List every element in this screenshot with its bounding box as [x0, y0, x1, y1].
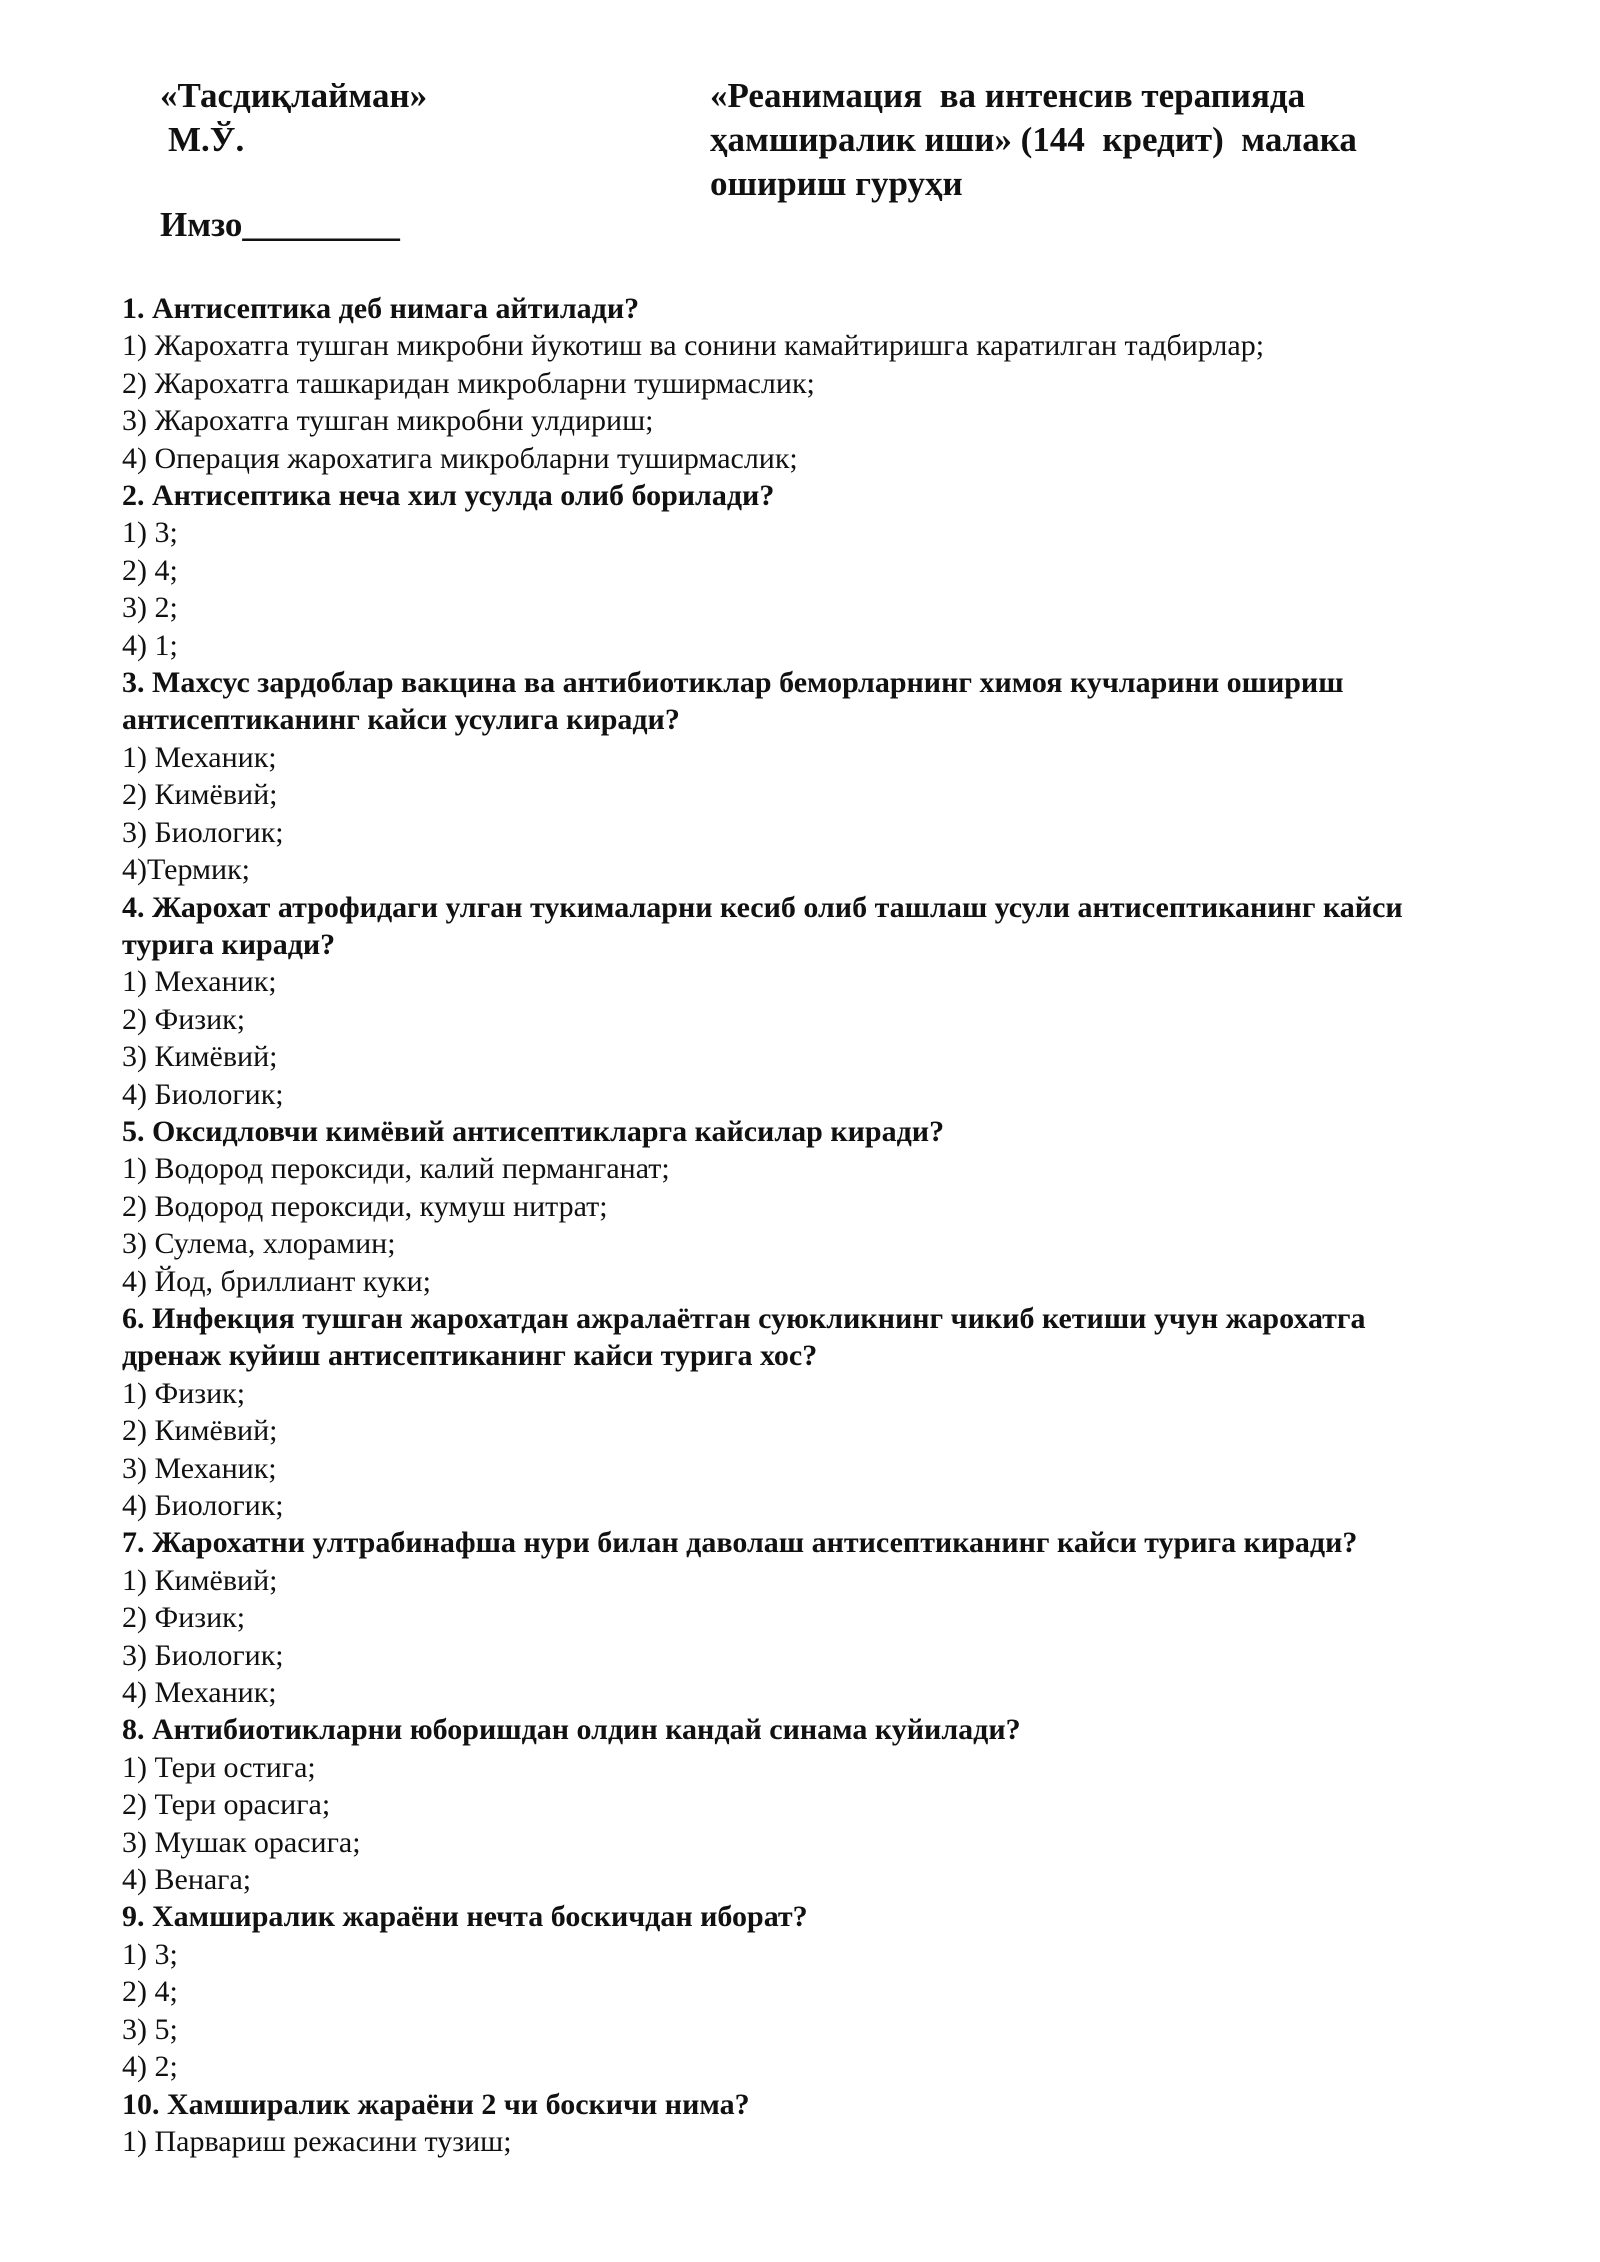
question-block	[122, 1524, 1542, 1711]
question-text: дренаж куйиш антисептиканинг кайси турига хос?	[122, 1339, 818, 1373]
question-block	[122, 1898, 1542, 2085]
question-text: 9. Хамширалик жараёни нечта боскичдан иборат?	[122, 1900, 808, 1934]
question-block	[122, 1300, 1542, 1524]
answer-option: 2) Кимёвий;	[122, 1414, 278, 1448]
answer-option: 2) Тери орасига;	[122, 1788, 331, 1822]
answer-option: 2) Кимёвий;	[122, 778, 278, 812]
approval-block	[160, 74, 427, 162]
course-title-line: ҳамширалик иши» (144 кредит) малака	[710, 120, 1357, 159]
question-text: 4. Жарохат атрофидаги улган тукималарни кесиб олиб ташлаш усули антисептиканинг кайси	[122, 890, 1403, 924]
answer-option: 1) Механик;	[122, 965, 277, 999]
answer-option: 1) Тери остига;	[122, 1750, 316, 1784]
question-block	[122, 2086, 1542, 2161]
question-block	[122, 290, 1542, 477]
answer-option: 4) 2;	[122, 2050, 178, 2084]
question-text: 10. Хамширалик жараёни 2 чи боскичи нима?	[122, 2087, 750, 2121]
question-text: антисептиканинг кайси усулига киради?	[122, 703, 680, 737]
question-text: 2. Антисептика неча хил усулда олиб борилади?	[122, 479, 775, 513]
answer-option: 4) Биологик;	[122, 1077, 284, 1111]
question-text: 7. Жарохатни ултрабинафша нури билан даволаш антисептиканинг кайси турига киради?	[122, 1526, 1358, 1560]
answer-option: 2) 4;	[122, 1975, 178, 2009]
answer-option: 4) 1;	[122, 628, 178, 662]
question-text: 6. Инфекция тушган жарохатдан ажралаётган суюкликнинг чикиб кетиши учун жарохатга	[122, 1301, 1366, 1335]
answer-option: 4)Термик;	[122, 853, 250, 887]
signature-label: Имзо_________	[160, 205, 400, 244]
question-block	[122, 1711, 1542, 1898]
course-title-line: «Реанимация ва интенсив терапияда	[710, 76, 1306, 115]
approve-initials: М.Ў.	[168, 120, 245, 159]
question-text: 1. Антисептика деб нимага айтилади?	[122, 292, 640, 325]
answer-option: 3) 5;	[122, 2012, 178, 2046]
answer-option: 2) 4;	[122, 553, 178, 587]
answer-option: 3) Биологик;	[122, 1638, 284, 1672]
answer-option: 1) Физик;	[122, 1376, 246, 1410]
question-block	[122, 477, 1542, 664]
answer-option: 3) Кимёвий;	[122, 1040, 278, 1074]
answer-option: 3) 2;	[122, 591, 178, 625]
answer-option: 3) Сулема, хлорамин;	[122, 1227, 396, 1261]
answer-option: 2) Водород пероксиди, кумуш нитрат;	[122, 1189, 608, 1223]
answer-option: 3) Мушак орасига;	[122, 1825, 361, 1859]
answer-option: 4) Механик;	[122, 1676, 277, 1710]
answer-option: 2) Физик;	[122, 1002, 246, 1036]
answer-option: 4) Операция жарохатига микробларни туширмаслик;	[122, 441, 798, 475]
question-block	[122, 1113, 1542, 1300]
question-text: турига киради?	[122, 927, 336, 961]
answer-option: 1) 3;	[122, 1937, 178, 1971]
question-block	[122, 664, 1542, 888]
question-list	[122, 290, 1542, 2160]
answer-option: 3) Жарохатга тушган микробни улдириш;	[122, 404, 654, 438]
signature-line	[160, 203, 400, 247]
course-title	[710, 74, 1357, 206]
answer-option: 3) Биологик;	[122, 815, 284, 849]
question-block	[122, 889, 1542, 1113]
answer-option: 2) Физик;	[122, 1601, 246, 1635]
answer-option: 1) Водород пероксиди, калий перманганат;	[122, 1152, 670, 1186]
answer-option: 4) Йод, бриллиант куки;	[122, 1264, 431, 1298]
answer-option: 4) Биологик;	[122, 1489, 284, 1522]
answer-option: 1) 3;	[122, 516, 178, 550]
answer-option: 1) Жарохатга тушган микробни йукотиш ва сонини камайтиришга каратилган тадбирлар;	[122, 329, 1265, 363]
question-text: 8. Антибиотикларни юборишдан олдин кандай синама куйилади?	[122, 1713, 1021, 1747]
answer-option: 4) Венага;	[122, 1863, 252, 1897]
answer-option: 3) Механик;	[122, 1451, 277, 1485]
answer-option: 1) Кимёвий;	[122, 1563, 278, 1597]
course-title-line: ошириш гуруҳи	[710, 164, 963, 203]
answer-option: 2) Жарохатга ташкаридан микробларни туширмаслик;	[122, 366, 815, 400]
question-text: 3. Махсус зардоблар вакцина ва антибиотиклар беморларнинг химоя кучларини ошириш	[122, 666, 1344, 700]
answer-option: 1) Парвариш режасини тузиш;	[122, 2124, 512, 2158]
question-text: 5. Оксидловчи кимёвий антисептикларга кайсилар киради?	[122, 1114, 945, 1148]
answer-option: 1) Механик;	[122, 740, 277, 774]
approve-title: «Тасдиқлайман»	[160, 76, 428, 115]
